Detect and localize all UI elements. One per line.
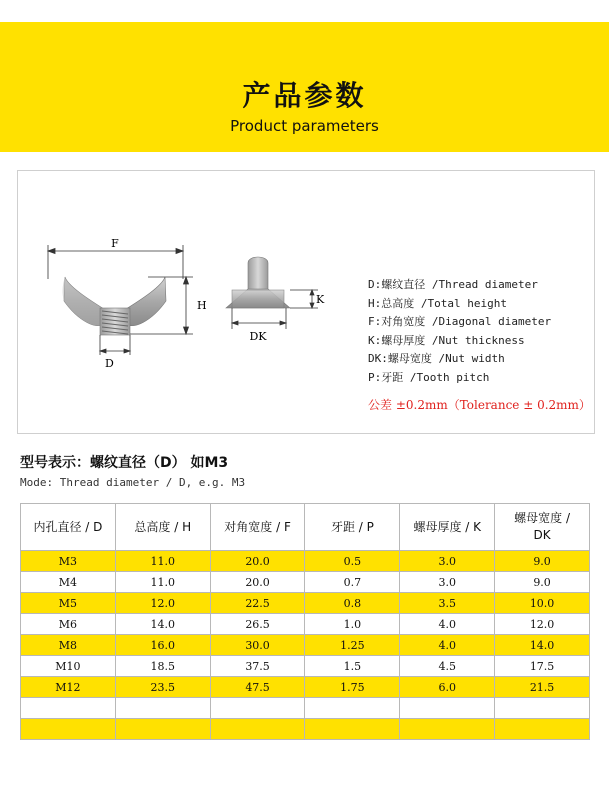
col-header-P: 牙距 / P bbox=[305, 504, 400, 551]
table-cell: M4 bbox=[21, 572, 116, 593]
table-cell: 21.5 bbox=[495, 677, 590, 698]
table-row bbox=[21, 572, 590, 593]
table-cell bbox=[305, 719, 400, 740]
table-cell: 11.0 bbox=[115, 572, 210, 593]
table-cell: M3 bbox=[21, 551, 116, 572]
table-cell: 4.0 bbox=[400, 635, 495, 656]
label-H: H bbox=[197, 299, 207, 312]
table-cell: 12.0 bbox=[115, 593, 210, 614]
table-cell: 37.5 bbox=[210, 656, 305, 677]
table-cell: 30.0 bbox=[210, 635, 305, 656]
table-cell: 9.0 bbox=[495, 572, 590, 593]
legend-item-DK: DK:螺母宽度 /Nut width bbox=[368, 352, 505, 365]
page-title: 产品参数 bbox=[242, 79, 367, 112]
table-row bbox=[21, 719, 590, 740]
table-cell: 14.0 bbox=[495, 635, 590, 656]
col-header-F: 对角宽度 / F bbox=[210, 504, 305, 551]
col-header-H: 总高度 / H bbox=[115, 504, 210, 551]
wing-nut-side-view bbox=[226, 257, 290, 308]
dimension-F bbox=[48, 245, 183, 279]
model-designation-cn: 型号表示：螺纹直径（D） 如M3 bbox=[20, 455, 229, 471]
table-cell: 26.5 bbox=[210, 614, 305, 635]
table-cell: 3.0 bbox=[400, 572, 495, 593]
table-cell: 14.0 bbox=[115, 614, 210, 635]
table-cell: 16.0 bbox=[115, 635, 210, 656]
table-row bbox=[21, 698, 590, 719]
table-cell bbox=[400, 719, 495, 740]
table-cell: 20.0 bbox=[210, 551, 305, 572]
label-K: K bbox=[316, 293, 325, 306]
table-cell: 23.5 bbox=[115, 677, 210, 698]
table-cell bbox=[21, 719, 116, 740]
table-cell bbox=[305, 698, 400, 719]
col-header-D: 内孔直径 / D bbox=[21, 504, 116, 551]
table-cell: 3.0 bbox=[400, 551, 495, 572]
table-header-row bbox=[21, 504, 590, 551]
table-cell bbox=[210, 719, 305, 740]
table-cell: 12.0 bbox=[495, 614, 590, 635]
table-cell: M6 bbox=[21, 614, 116, 635]
table-cell: M12 bbox=[21, 677, 116, 698]
table-cell bbox=[495, 698, 590, 719]
dimension-K bbox=[290, 290, 318, 308]
wing-nut-front-view bbox=[63, 277, 166, 335]
table-cell: 1.75 bbox=[305, 677, 400, 698]
table-cell bbox=[495, 719, 590, 740]
table-cell: M8 bbox=[21, 635, 116, 656]
table-cell: 18.5 bbox=[115, 656, 210, 677]
table-cell: 1.0 bbox=[305, 614, 400, 635]
table-cell: 47.5 bbox=[210, 677, 305, 698]
legend-item-K: K:螺母厚度 /Nut thickness bbox=[368, 333, 525, 347]
table-cell bbox=[400, 698, 495, 719]
table-cell: 4.0 bbox=[400, 614, 495, 635]
table-cell bbox=[21, 698, 116, 719]
table-cell: 9.0 bbox=[495, 551, 590, 572]
table-cell bbox=[115, 719, 210, 740]
table-cell: 10.0 bbox=[495, 593, 590, 614]
table-row bbox=[21, 551, 590, 572]
table-cell: 0.7 bbox=[305, 572, 400, 593]
table-cell bbox=[210, 698, 305, 719]
legend-item-H: H:总高度 /Total height bbox=[368, 296, 507, 310]
table-cell: 0.5 bbox=[305, 551, 400, 572]
col-header-K: 螺母厚度 / K bbox=[400, 504, 495, 551]
col-header-DK: 螺母宽度 / DK bbox=[495, 504, 590, 551]
table-cell: 1.5 bbox=[305, 656, 400, 677]
table-cell: 3.5 bbox=[400, 593, 495, 614]
table-row bbox=[21, 656, 590, 677]
table-row bbox=[21, 635, 590, 656]
parameter-legend bbox=[368, 276, 551, 387]
table-cell bbox=[115, 698, 210, 719]
table-cell: 6.0 bbox=[400, 677, 495, 698]
page-subtitle: Product parameters bbox=[230, 117, 379, 135]
table-row bbox=[21, 614, 590, 635]
header-banner bbox=[0, 22, 609, 152]
table-cell: M5 bbox=[21, 593, 116, 614]
table-row bbox=[21, 593, 590, 614]
tolerance-note: 公差 ±0.2mm（Tolerance ± 0.2mm） bbox=[368, 398, 591, 412]
table-cell: 11.0 bbox=[115, 551, 210, 572]
table-cell: 20.0 bbox=[210, 572, 305, 593]
table-cell: 1.25 bbox=[305, 635, 400, 656]
label-D: D bbox=[105, 357, 114, 370]
table-cell: 4.5 bbox=[400, 656, 495, 677]
spec-table bbox=[20, 503, 590, 740]
table-cell: 17.5 bbox=[495, 656, 590, 677]
dimension-D bbox=[100, 335, 130, 355]
label-DK: DK bbox=[249, 330, 267, 343]
table-row bbox=[21, 677, 590, 698]
legend-item-D: D:螺纹直径 /Thread diameter bbox=[368, 278, 538, 291]
dimension-DK bbox=[232, 308, 286, 329]
table-cell: M10 bbox=[21, 656, 116, 677]
table-cell: 22.5 bbox=[210, 593, 305, 614]
label-F: F bbox=[111, 237, 119, 250]
table-cell: 0.8 bbox=[305, 593, 400, 614]
model-designation-en: Mode: Thread diameter / D, e.g. M3 bbox=[20, 476, 246, 489]
legend-item-P: P:牙距 /Tooth pitch bbox=[368, 370, 490, 384]
legend-item-F: F:对角宽度 /Diagonal diameter bbox=[368, 315, 552, 328]
